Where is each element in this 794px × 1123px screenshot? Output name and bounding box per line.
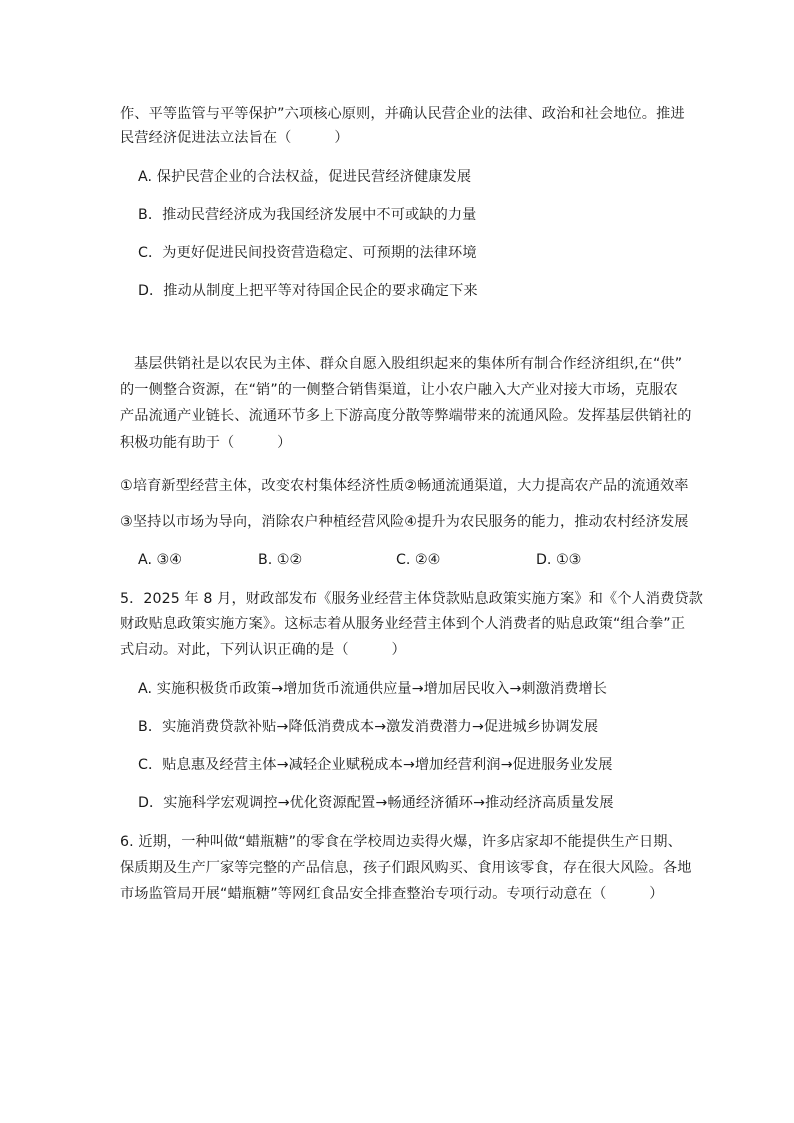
question-5-option-a: A. 实施积极货币政策→增加货币流通供应量→增加居民收入→刺激消费增长: [138, 681, 608, 697]
question-6-stem-line: 6. 近期，一种叫做“蜡瓶糖”的零食在学校周边卖得火爆，许多店家却不能提供生产日期、: [120, 834, 682, 850]
question-5-stem-line: 式启动。对此，下列认识正确的是（ ）: [120, 642, 406, 658]
question-4-option-a: A. ③④: [138, 552, 182, 568]
question-5-option-b: B．实施消费贷款补贴→降低消费成本→激发消费潜力→促进城乡协调发展: [138, 719, 599, 735]
question-4-stem-line: 产品流通产业链长、流通环节多上下游高度分散等弊端带来的流通风险。发挥基层供销社的: [120, 408, 692, 424]
question-5-option-c: C．贴息惠及经营主体→减轻企业赋税成本→增加经营利润→促进服务业发展: [138, 757, 613, 773]
question-5-stem-line: 5．2025 年 8 月，财政部发布《服务业经营主体贷款贴息政策实施方案》和《个人消费贷款: [120, 591, 703, 607]
question-3-stem-line: 民营经济促进法立法旨在（ ）: [120, 130, 349, 146]
question-4-option-c: C. ②④: [396, 552, 441, 568]
question-3-option-c: C．为更好促进民间投资营造稳定、可预期的法律环境: [138, 245, 477, 261]
question-4-statements-3-4: ③坚持以市场为导向，消除农户种植经营风险④提升为农民服务的能力，推动农村经济发展: [120, 514, 689, 530]
question-4-statements-1-2: ①培育新型经营主体，改变农村集体经济性质②畅通流通渠道，大力提高农产品的流通效率: [120, 478, 689, 494]
question-6-stem-line: 市场监管局开展“蜡瓶糖”等网红食品安全排查整治专项行动。专项行动意在（ ）: [120, 886, 664, 902]
question-4-stem-line: 基层供销社是以农民为主体、群众自愿入股组织起来的集体所有制合作经济组织,在“供”: [134, 356, 683, 372]
question-5-stem-line: 财政贴息政策实施方案》。这标志着从服务业经营主体到个人消费者的贴息政策“组合拳”正: [120, 616, 686, 632]
question-4-stem-line: 的一侧整合资源，在“销”的一侧整合销售渠道，让小农户融入大产业对接大市场，克服农: [120, 382, 678, 398]
question-6-stem-line: 保质期及生产厂家等完整的产品信息，孩子们跟风购买、食用该零食，存在很大风险。各地: [120, 860, 692, 876]
question-3-option-b: B．推动民营经济成为我国经济发展中不可或缺的力量: [138, 207, 477, 223]
question-4-option-d: D. ①③: [536, 552, 582, 568]
question-4-option-b: B. ①②: [258, 552, 303, 568]
question-4-stem-line: 积极功能有助于（ ）: [120, 435, 292, 451]
question-3-option-a: A. 保护民营企业的合法权益，促进民营经济健康发展: [138, 169, 472, 185]
question-5-option-d: D．实施科学宏观调控→优化资源配置→畅通经济循环→推动经济高质量发展: [138, 795, 614, 811]
question-3-stem-line: 作、平等监管与平等保护”六项核心原则，并确认民营企业的法律、政治和社会地位。推进: [120, 106, 685, 122]
question-3-option-d: D．推动从制度上把平等对待国企民企的要求确定下来: [138, 283, 478, 299]
